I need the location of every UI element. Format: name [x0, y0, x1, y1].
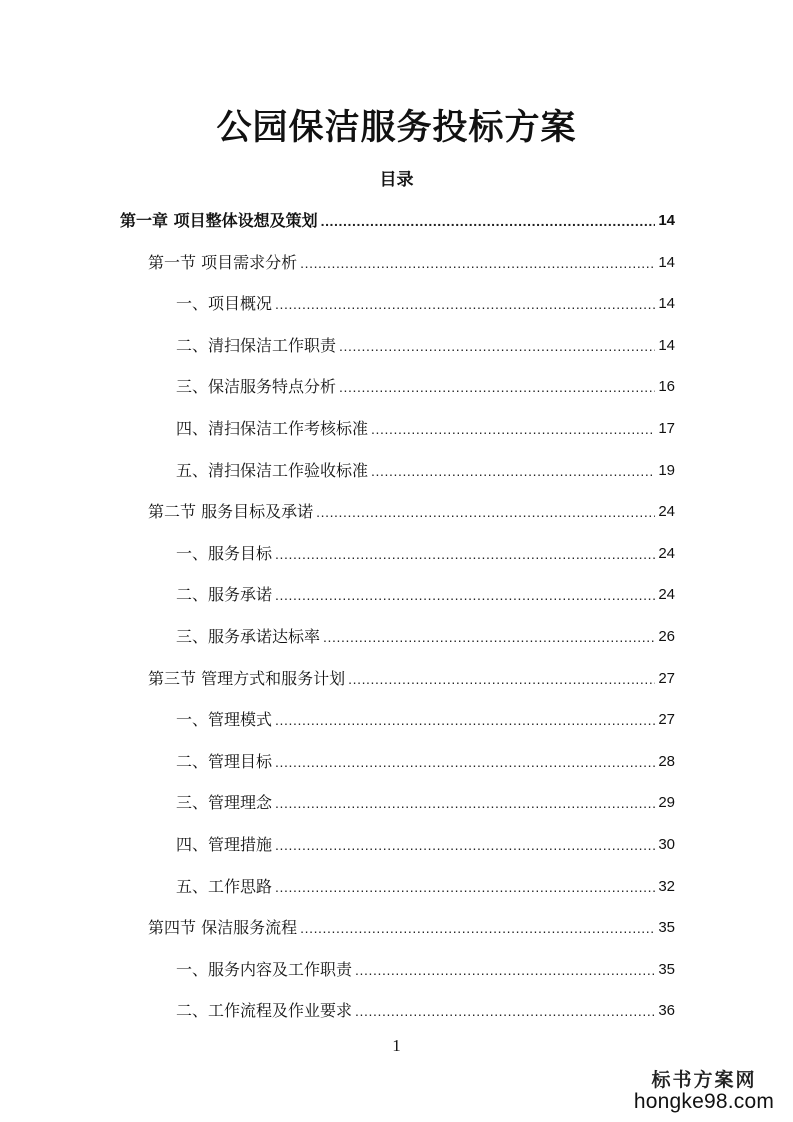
toc-subsection-entry[interactable] — [176, 368, 675, 398]
toc-subsection-entry[interactable] — [176, 410, 675, 440]
toc-entry-label: 五、清扫保洁工作验收标准 — [176, 460, 369, 480]
toc-entry-page: 16 — [658, 378, 675, 396]
toc-entry-page: 36 — [658, 1002, 675, 1020]
toc-entry-page: 29 — [658, 794, 675, 812]
toc-entry-page: 14 — [658, 212, 675, 229]
toc-entry-label: 第一章 项目整体设想及策划 — [120, 211, 318, 230]
toc-chapter-entry[interactable] — [120, 202, 675, 232]
toc-entry-label: 二、服务承诺 — [176, 585, 273, 605]
toc-dot-leader — [355, 959, 655, 981]
toc-entry-label: 第三节 管理方式和服务计划 — [148, 668, 346, 688]
toc-entry-label: 第四节 保洁服务流程 — [148, 918, 298, 938]
toc-heading: 目录 — [379, 170, 414, 190]
toc-subsection-entry[interactable] — [176, 285, 675, 315]
toc-dot-leader — [339, 335, 655, 357]
toc-subsection-entry[interactable] — [176, 535, 675, 565]
toc-subsection-entry[interactable] — [176, 576, 675, 606]
toc-dot-leader — [275, 792, 655, 814]
toc-entry-label: 二、清扫保洁工作职责 — [176, 335, 337, 355]
toc-entry-label: 第二节 服务目标及承诺 — [148, 502, 314, 522]
toc-entry-label: 一、服务目标 — [176, 543, 273, 563]
toc-entry-page: 24 — [658, 503, 675, 521]
toc-entry-label: 三、管理理念 — [176, 793, 273, 813]
toc-entry-label: 一、服务内容及工作职责 — [176, 959, 353, 979]
watermark-text-en: hongke98.com — [633, 1090, 775, 1113]
toc-dot-leader — [355, 1000, 655, 1022]
toc-entry-label: 二、工作流程及作业要求 — [176, 1001, 353, 1021]
toc-dot-leader — [275, 293, 655, 315]
toc-subsection-entry[interactable] — [176, 868, 675, 898]
toc-dot-leader — [275, 876, 655, 898]
toc-entry-label: 四、清扫保洁工作考核标准 — [176, 419, 369, 438]
watermark-logo — [629, 1065, 779, 1114]
toc-section-entry[interactable] — [148, 909, 675, 939]
toc-subsection-entry[interactable] — [176, 452, 675, 482]
toc-subsection-entry[interactable] — [176, 951, 675, 981]
toc-dot-leader — [371, 460, 655, 482]
toc-entry-label: 一、项目概况 — [176, 294, 273, 314]
toc-entry-page: 35 — [658, 960, 675, 978]
toc-entry-page: 28 — [658, 752, 675, 770]
toc-dot-leader — [348, 668, 655, 690]
toc-entry-page: 35 — [658, 919, 675, 937]
toc-entry-label: 三、服务承诺达标率 — [176, 627, 321, 646]
toc-entry-page: 24 — [658, 586, 675, 604]
toc-entry-page: 27 — [658, 711, 675, 729]
toc-entry-page: 14 — [658, 336, 675, 354]
toc-subsection-entry[interactable] — [176, 992, 675, 1022]
toc-entry-page: 24 — [658, 544, 675, 562]
toc-entry-label: 五、工作思路 — [176, 876, 273, 896]
toc-section-entry[interactable] — [148, 660, 675, 690]
toc-section-entry[interactable] — [148, 244, 675, 274]
toc-subsection-entry[interactable] — [176, 701, 675, 731]
toc-entry-page: 27 — [658, 669, 675, 687]
toc-dot-leader — [275, 543, 655, 565]
watermark-text-cn: 标书方案网 — [651, 1069, 757, 1091]
toc-entry-page: 14 — [658, 253, 675, 271]
toc-entry-label: 二、管理目标 — [176, 751, 273, 771]
toc-dot-leader — [275, 834, 655, 856]
document-title: 公园保洁服务投标方案 — [216, 108, 577, 148]
toc-subsection-entry[interactable] — [176, 743, 675, 773]
toc-dot-leader — [371, 418, 655, 440]
toc-entry-page: 17 — [658, 420, 675, 437]
toc-dot-leader — [275, 709, 655, 731]
toc-section-entry[interactable] — [148, 493, 675, 523]
toc-dot-leader — [339, 376, 655, 398]
page-number: 1 — [392, 1036, 401, 1055]
toc-dot-leader — [275, 751, 655, 773]
toc-entry-label: 四、管理措施 — [176, 835, 273, 854]
toc-entry-label: 一、管理模式 — [176, 710, 273, 730]
toc-dot-leader — [316, 501, 655, 523]
toc-dot-leader — [300, 252, 655, 274]
toc-entry-label: 三、保洁服务特点分析 — [176, 377, 337, 397]
toc-subsection-entry[interactable] — [176, 826, 675, 856]
toc-entry-page: 32 — [658, 877, 675, 895]
toc-dot-leader — [323, 626, 655, 648]
toc-dot-leader — [300, 917, 655, 939]
toc-entry-page: 19 — [658, 461, 675, 479]
toc-dot-leader — [321, 210, 656, 232]
toc-entry-page: 30 — [658, 836, 675, 853]
toc-subsection-entry[interactable] — [176, 618, 675, 648]
toc-entry-label: 第一节 项目需求分析 — [148, 252, 298, 272]
toc-subsection-entry[interactable] — [176, 784, 675, 814]
toc-entry-page: 26 — [658, 628, 675, 645]
toc-subsection-entry[interactable] — [176, 327, 675, 357]
toc-dot-leader — [275, 584, 655, 606]
toc-entry-page: 14 — [658, 295, 675, 313]
